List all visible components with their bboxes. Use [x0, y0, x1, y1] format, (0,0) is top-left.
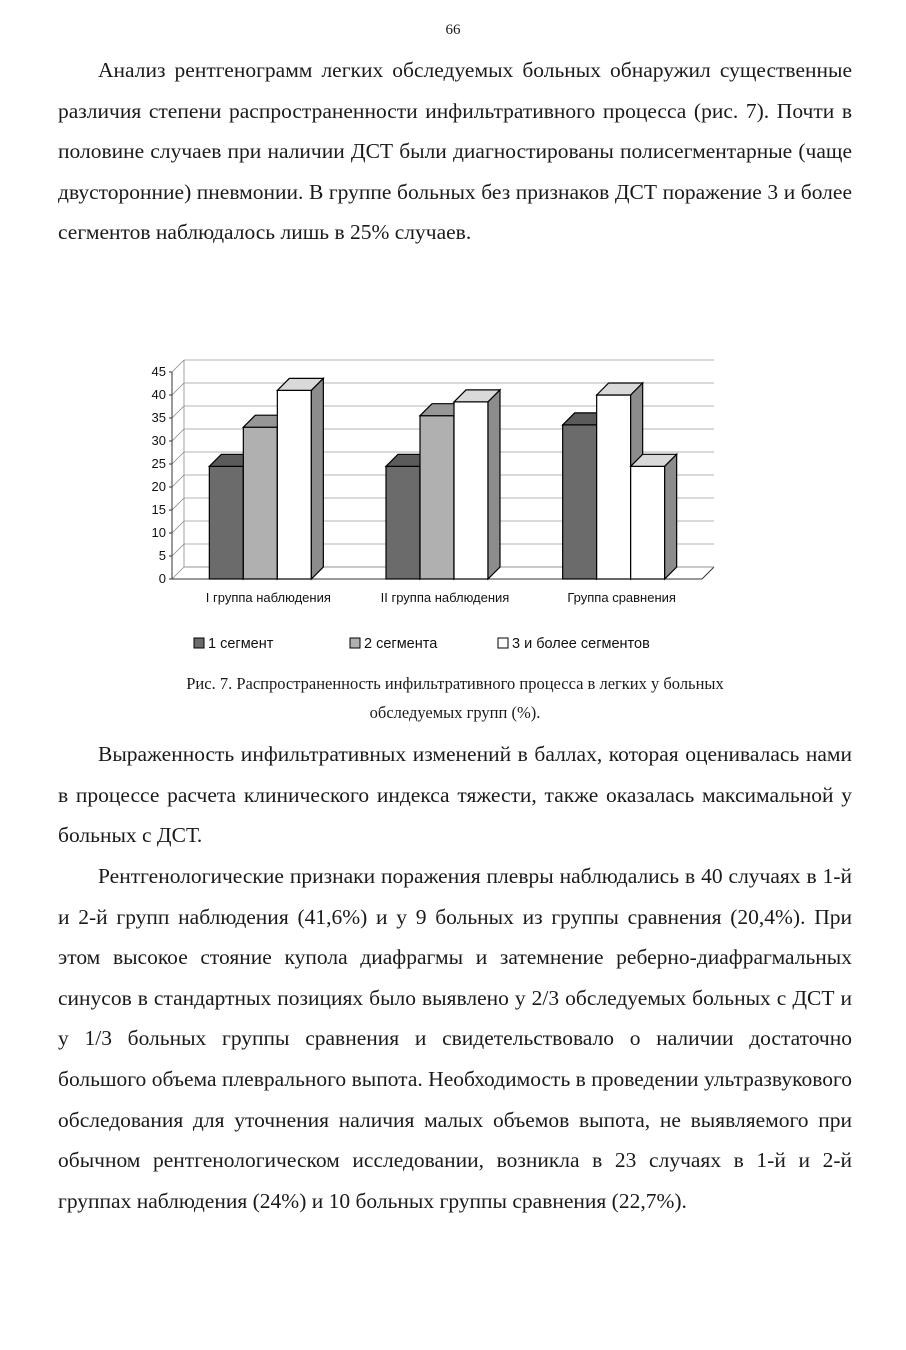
grid-diag — [172, 452, 184, 464]
figure-caption — [58, 669, 852, 727]
bar — [277, 378, 323, 579]
bar — [631, 454, 677, 579]
bar — [454, 390, 500, 579]
chart-bars — [209, 378, 676, 579]
grid-diag — [172, 567, 184, 579]
y-tick-label: 30 — [151, 433, 166, 448]
legend-swatch — [350, 638, 360, 648]
y-tick-label: 35 — [151, 410, 166, 425]
grid-diag — [172, 498, 184, 510]
grid-diag — [172, 406, 184, 418]
bar-chart — [130, 355, 790, 665]
page-number: 66 — [445, 22, 461, 38]
y-tick-label: 15 — [151, 502, 166, 517]
grid-diag — [172, 360, 184, 372]
y-tick-label: 45 — [151, 364, 166, 379]
y-tick-label: 25 — [151, 456, 166, 471]
caption-line-1: Рис. 7. Распространенность инфильтративного процесса в легких у больных — [186, 674, 724, 693]
y-tick-label: 40 — [151, 387, 166, 402]
grid-diag — [172, 429, 184, 441]
grid-diag — [172, 383, 184, 395]
grid-diag — [172, 475, 184, 487]
x-category-label: Группа сравнения — [567, 590, 676, 605]
y-tick-label: 10 — [151, 525, 166, 540]
grid-diag — [172, 521, 184, 533]
y-tick-label: 5 — [158, 548, 166, 563]
x-category-label: II группа наблюдения — [380, 590, 510, 605]
y-tick-label: 20 — [151, 479, 166, 494]
legend-label: 1 сегмент — [208, 636, 274, 652]
paragraph-severity: Выраженность инфильтративных изменений в баллах, которая оценивалась нами в процессе расчета клинического индекса тяжести, также оказалась максимальной у больных с ДСТ. — [58, 742, 852, 848]
paragraph-pleura: Рентгенологические признаки поражения плевры наблюдались в 40 случаях в 1-й и 2-й групп наблюдения (41,6%) и у 9 больных из группы сравнения (20,4%). При этом высокое стояние купола диафрагмы и затемнение реберно-диафрагмальных синусов в стандартных позициях было выявлено у 2/3 обследуемых больных с ДСТ и у 1/3 больных группы сравнения и свидетельствовало о наличии достаточно большого объема плеврального выпота. Необходимость в проведении ультразвукового обследования для уточнения наличия малых объемов выпота, не выявляемого при обычном рентгенологическом исследовании, возникла в 23 случаях в 1-й и 2-й группах наблюдения (24%) и 10 больных группы сравнения (22,7%). — [58, 864, 852, 1213]
x-category-label: I группа наблюдения — [205, 590, 331, 605]
y-tick-label: 0 — [158, 571, 166, 586]
legend-swatch — [194, 638, 204, 648]
caption-line-2: обследуемых групп (%). — [369, 703, 541, 722]
grid-diag — [172, 544, 184, 556]
chart-legend — [194, 636, 650, 652]
paragraph-intro: Анализ рентгенограмм легких обследуемых больных обнаружил существенные различия степени распространенности инфильтративного процесса (рис. 7). Почти в половине случаев при наличии ДСТ были диагностированы полисегментарные (чаще двусторонние) пневмонии. В группе больных без признаков ДСТ поражение 3 и более сегментов наблюдалось лишь в 25% случаев. — [58, 58, 852, 245]
legend-label: 3 и более сегментов — [512, 636, 650, 652]
legend-label: 2 сегмента — [364, 636, 438, 652]
legend-swatch — [498, 638, 508, 648]
floor-edge — [702, 567, 714, 579]
